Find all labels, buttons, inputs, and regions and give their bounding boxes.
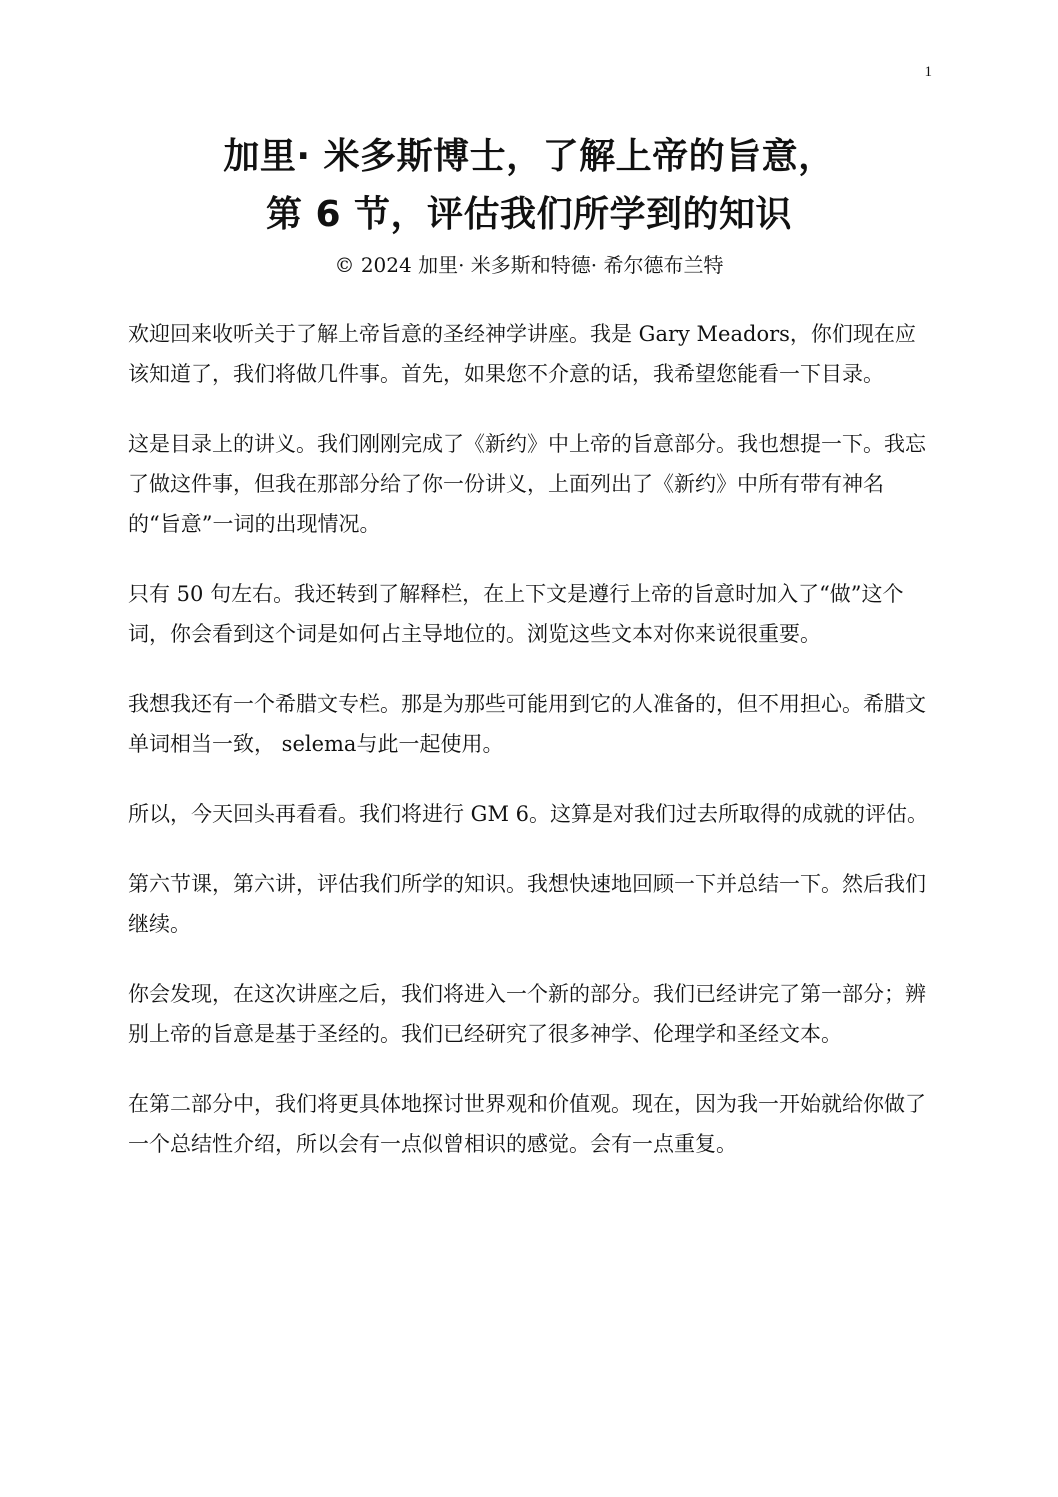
document-title-line-1: 加里· 米多斯博士，了解上帝的旨意， — [223, 136, 835, 177]
paragraph-5: 所以，今天回头再看看。我们将进行 GM 6。这算是对我们过去所取得的成就的评估。 — [128, 802, 928, 826]
paragraph-7: 你会发现，在这次讲座之后，我们将进入一个新的部分。我们已经讲完了第一部分；辨别上帝的旨意是基于圣经的。我们已经研究了很多神学、伦理学和圣经文本。 — [128, 982, 926, 1046]
page-number: 1 — [924, 64, 932, 80]
paragraph-8: 在第二部分中，我们将更具体地探讨世界观和价值观。现在，因为我一开始就给你做了一个总结性介绍，所以会有一点似曾相识的感觉。会有一点重复。 — [128, 1092, 926, 1156]
document-body — [128, 314, 928, 1194]
title-block — [0, 128, 1058, 280]
paragraph-3: 只有 50 句左右。我还转到了解释栏，在上下文是遵行上帝的旨意时加入了“做”这个词，你会看到这个词是如何占主导地位的。浏览这些文本对你来说很重要。 — [128, 582, 904, 646]
paragraph-6: 第六节课，第六讲，评估我们所学的知识。我想快速地回顾一下并总结一下。然后我们继续。 — [128, 872, 926, 936]
paragraph-2: 这是目录上的讲义。我们刚刚完成了《新约》中上帝的旨意部分。我也想提一下。我忘了做这件事，但我在那部分给了你一份讲义，上面列出了《新约》中所有带有神名的“旨意”一词的出现情况。 — [128, 432, 926, 536]
paragraph-1: 欢迎回来收听关于了解上帝旨意的圣经神学讲座。我是 Gary Meadors，你们现在应该知道了，我们将做几件事。首先，如果您不介意的话，我希望您能看一下目录。 — [128, 322, 916, 386]
copyright-notice: © 2024 加里· 米多斯和特德· 希尔德布兰特 — [334, 253, 724, 277]
paragraph-4: 我想我还有一个希腊文专栏。那是为那些可能用到它的人准备的，但不用担心。希腊文单词相当一致， selema与此一起使用。 — [128, 692, 926, 756]
document-title-line-2: 第 6 节，评估我们所学到的知识 — [265, 194, 793, 235]
